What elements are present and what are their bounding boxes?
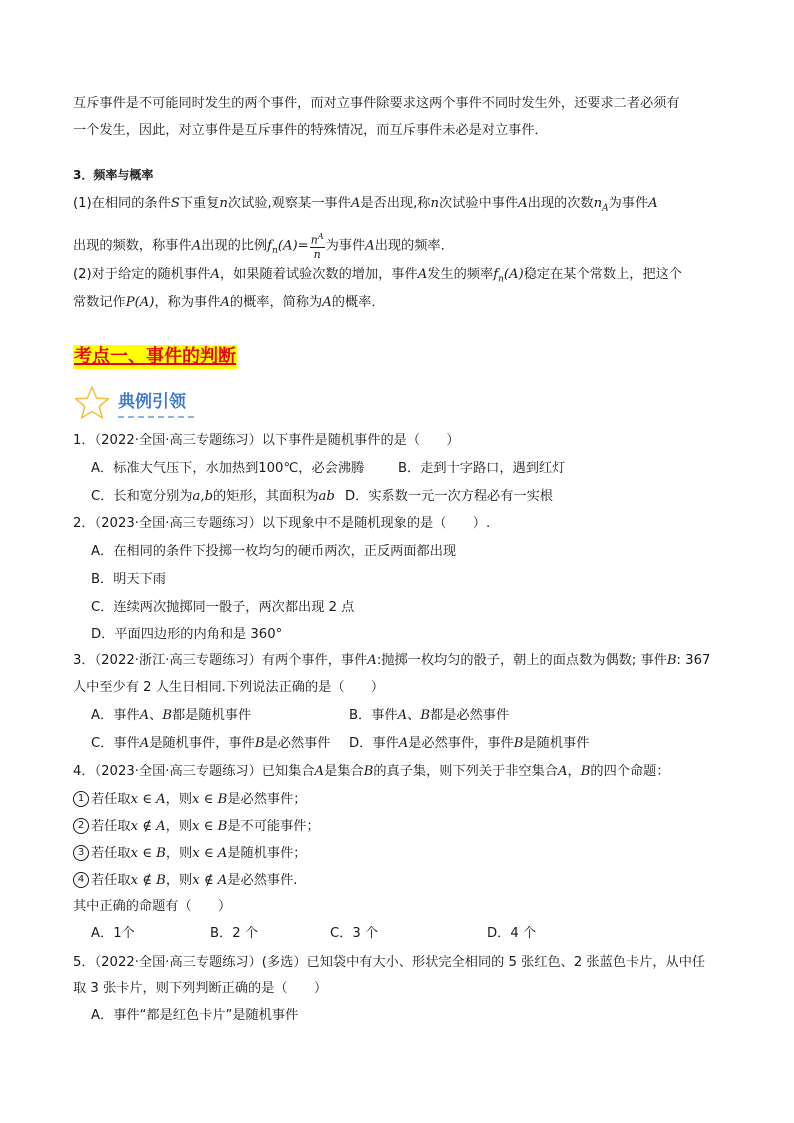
q3-option-a: A．事件A、B都是随机事件 <box>91 708 252 723</box>
q4-proposition-4: 4 若任取x ∉ B，则x ∉ A是必然事件. <box>73 872 297 889</box>
kaodian-title: 考点一、事件的判断 <box>74 346 236 367</box>
section3-para2-line1: (2)对于给定的随机事件A，如果随着试验次数的增加，事件A发生的频率$f_n(A)$稳定在某个常数上，把这个 <box>73 267 682 285</box>
q1-stem: 1．（2022·全国·高三专题练习）以下事件是随机事件的是（ ） <box>73 433 460 448</box>
q4-proposition-2: 2 若任取x ∉ A，则x ∈ B是不可能事件； <box>73 818 320 835</box>
q1-option-d: D．实系数一元一次方程必有一实根 <box>345 489 553 504</box>
section3-para2-line2: 常数记作P(A)，称为事件A的概率，简称为A的概率． <box>73 295 385 310</box>
circled-number: 1 <box>73 791 89 807</box>
q2-option-b: B．明天下雨 <box>91 572 166 587</box>
q1-option-c: C．长和宽分别为a,b的矩形，其面积为ab <box>91 489 335 504</box>
section3-para1-line1: (1)在相同的条件S下重复n次试验,观察某一事件A是否出现,称n次试验中事件A出现的次数$n_A$为事件A <box>73 196 658 214</box>
q5-stem-line2: 取 3 张卡片，则下列判断正确的是（ ） <box>73 981 328 996</box>
intro-line-1: 互斥事件是不可能同时发生的两个事件，而对立事件除要求这两个事件不同时发生外，还要求二者必须有 <box>73 96 680 111</box>
q4-option-c: C．3 个 <box>330 926 379 941</box>
frequency-fraction: $\frac{n^A}{n}$ <box>310 232 324 261</box>
example-label: 典例引领 <box>118 392 186 412</box>
q3-option-c: C．事件A是随机事件，事件B是必然事件 <box>91 736 331 751</box>
circled-number: 2 <box>73 818 89 834</box>
q4-proposition-1: 1 若任取x ∈ A，则x ∈ B是必然事件； <box>73 791 306 808</box>
q3-option-b: B．事件A、B都是必然事件 <box>349 708 510 723</box>
section-heading: 3．频率与概率 <box>73 168 154 182</box>
circled-number: 4 <box>73 872 89 888</box>
q4-stem: 4．（2023·全国·高三专题练习）已知集合A是集合B的真子集，则下列关于非空集合A，B的四个命题： <box>73 764 670 779</box>
q1-option-a: A．标准大气压下，水加热到100℃，必会沸腾 <box>91 461 365 476</box>
section3-para1-line2: 出现的频数，称事件A出现的比例$f_n(A)=$ $\frac{n^A}{n}$ 为事件A出现的频率． <box>73 232 454 261</box>
q1-option-b: B．走到十字路口，遇到红灯 <box>398 461 566 476</box>
q4-question: 其中正确的命题有（ ） <box>73 899 232 914</box>
q5-stem: 5．（2022·全国·高三专题练习）(多选）已知袋中有大小、形状完全相同的 5 张红色、2 张蓝色卡片，从中任 <box>73 955 706 970</box>
q3-stem: 3．（2022·浙江·高三专题练习）有两个事件，事件A:抛掷一枚均匀的骰子，朝上的面点数为偶数; 事件B: 367 <box>73 653 711 668</box>
star-outline-icon <box>74 385 110 421</box>
circled-number: 3 <box>73 845 89 861</box>
intro-line-2: 一个发生，因此，对立事件是互斥事件的特殊情况，而互斥事件未必是对立事件． <box>73 123 548 138</box>
q5-option-a: A．事件“都是红色卡片”是随机事件 <box>91 1008 299 1023</box>
q4-proposition-3: 3 若任取x ∈ B，则x ∈ A是随机事件； <box>73 845 306 862</box>
q4-option-b: B．2 个 <box>210 926 259 941</box>
q4-option-a: A．1个 <box>91 926 135 941</box>
example-header <box>74 385 194 421</box>
q3-stem-line2: 人中至少有 2 人生日相同.下列说法正确的是（ ） <box>73 680 385 695</box>
example-underline <box>118 416 194 418</box>
q2-option-a: A．在相同的条件下投掷一枚均匀的硬币两次，正反两面都出现 <box>91 544 457 559</box>
q2-stem: 2．（2023·全国·高三专题练习）以下现象中不是随机现象的是（ ）. <box>73 516 491 531</box>
q2-option-c: C．连续两次抛掷同一骰子，两次都出现 2 点 <box>91 600 355 615</box>
q4-option-d: D．4 个 <box>487 926 537 941</box>
q3-option-d: D．事件A是必然事件，事件B是随机事件 <box>349 736 590 751</box>
q2-option-d: D．平面四边形的内角和是 360° <box>91 627 283 642</box>
